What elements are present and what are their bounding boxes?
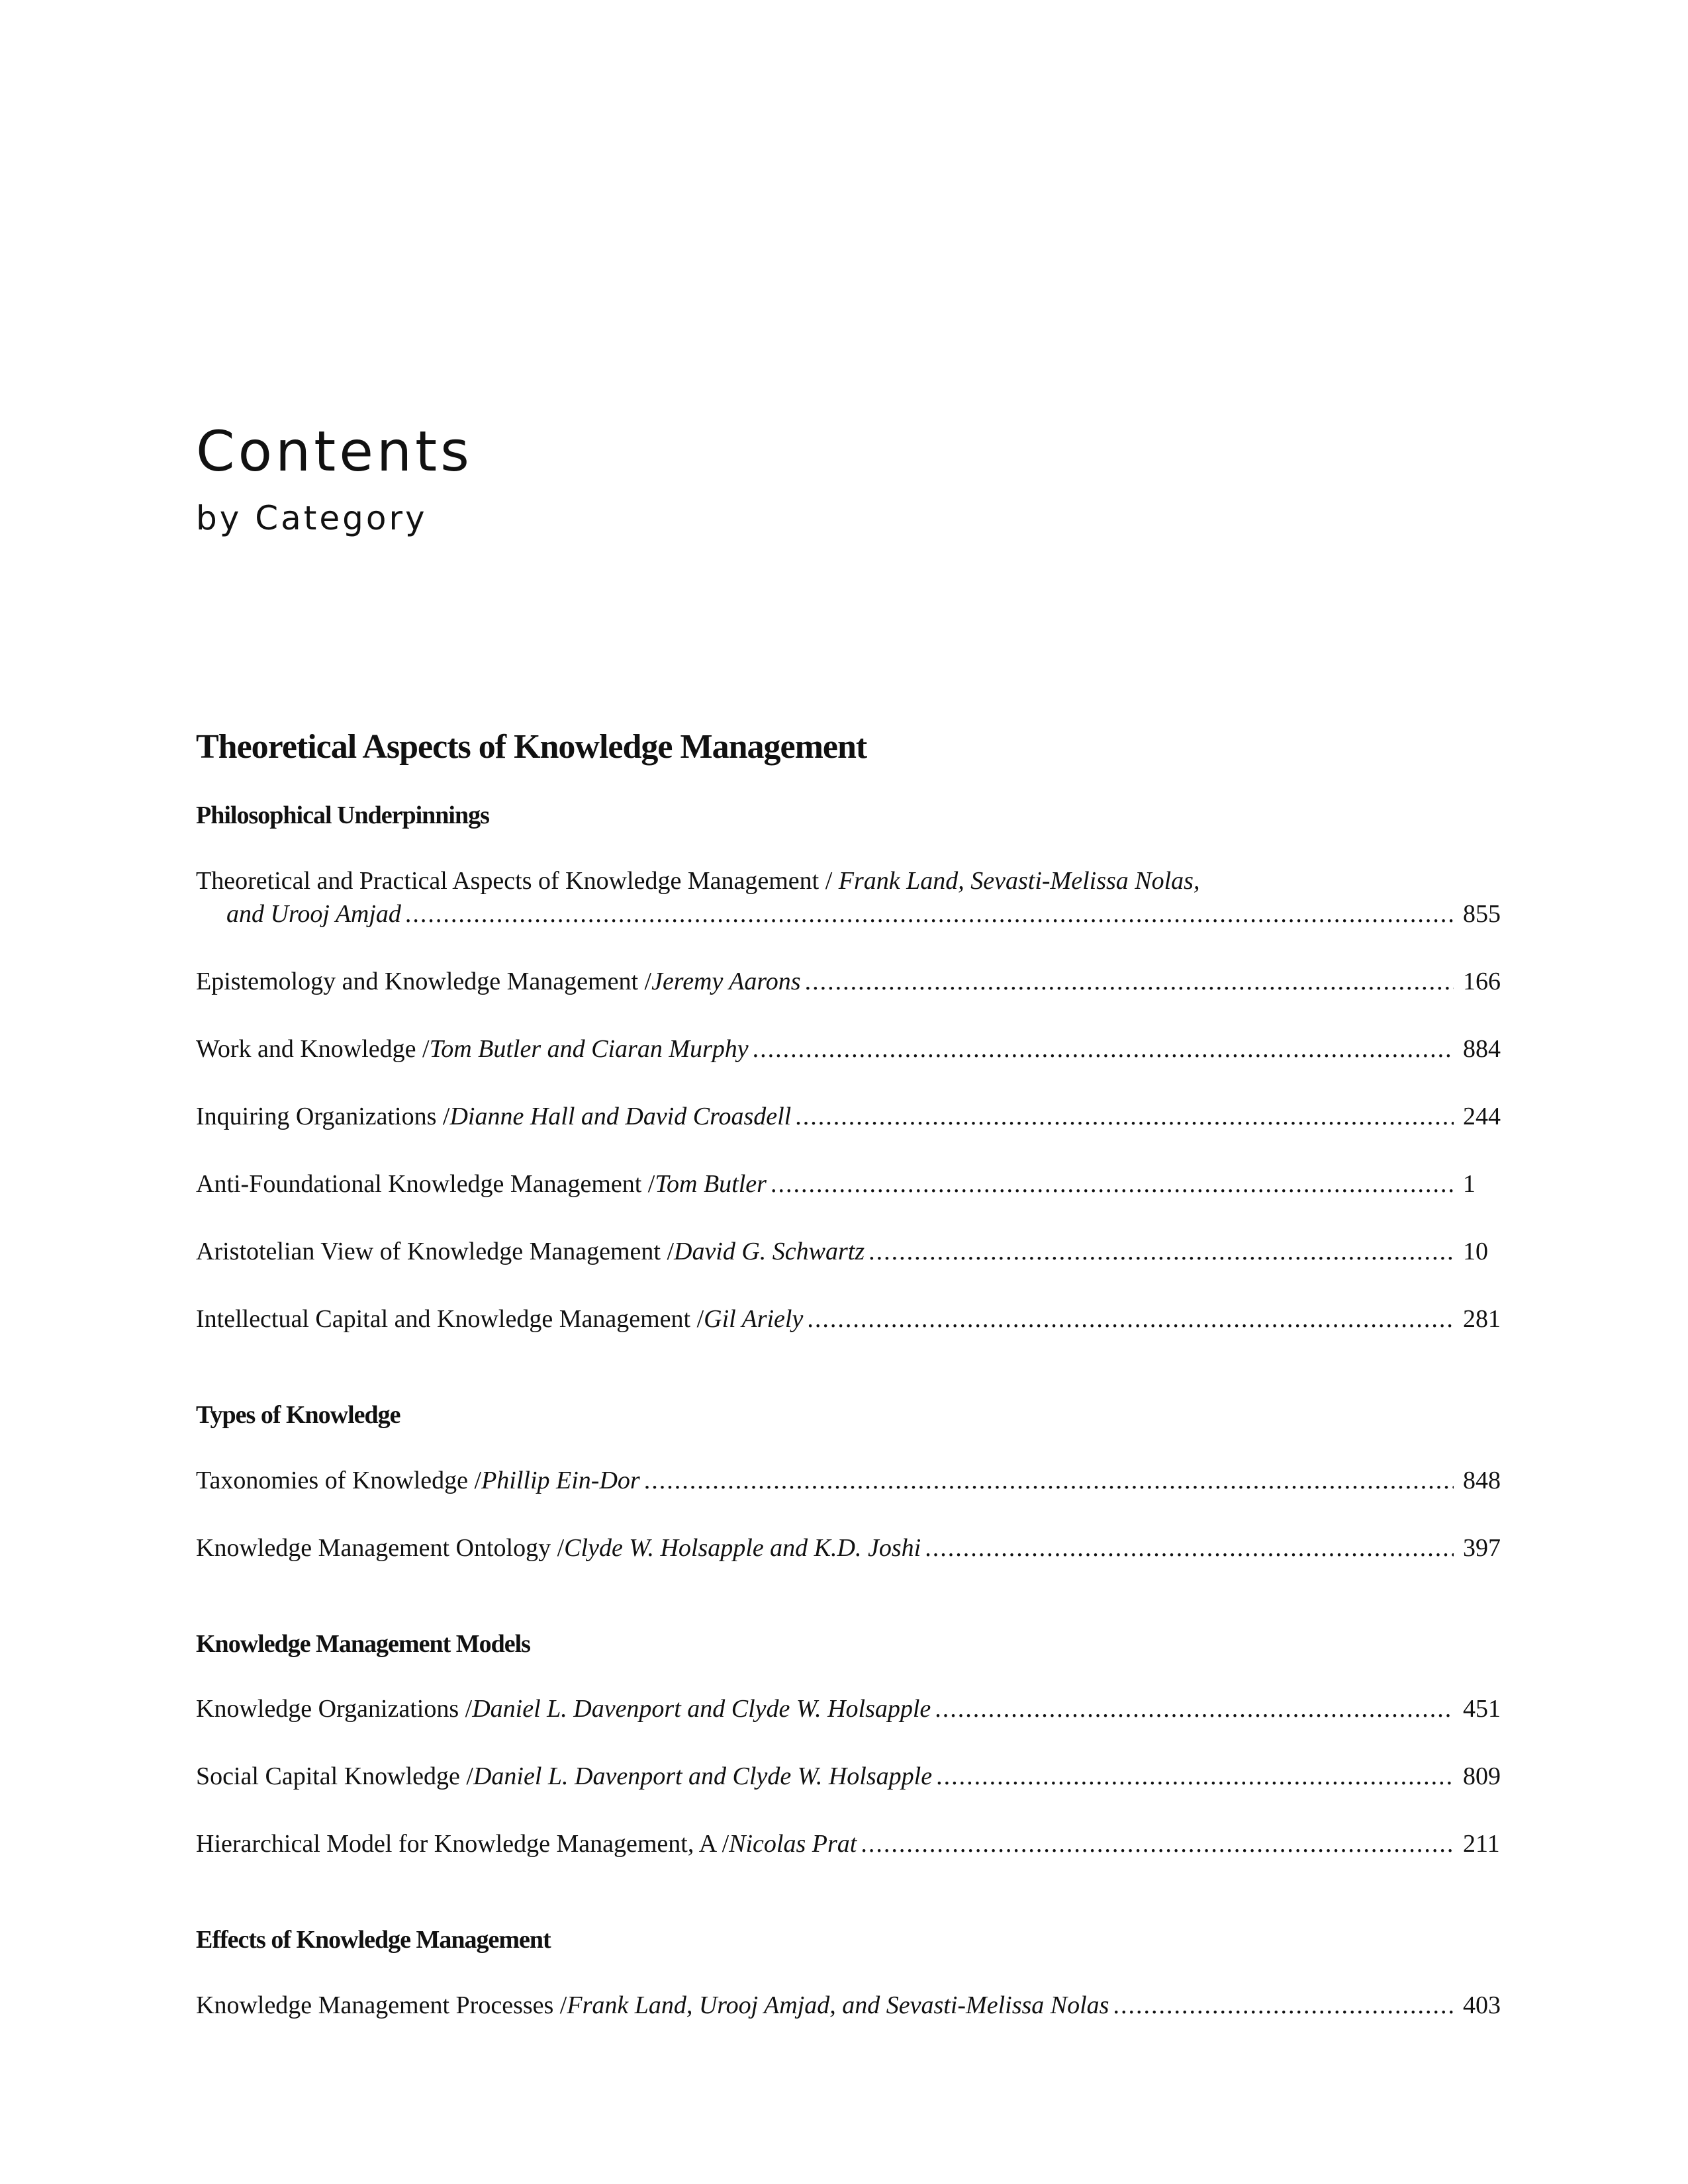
toc-entry[interactable] xyxy=(196,1167,1511,1201)
entry-page-number: 281 xyxy=(1463,1304,1501,1333)
toc-content xyxy=(196,727,1511,2022)
toc-entry[interactable] xyxy=(196,1989,1511,2022)
toc-entry[interactable] xyxy=(196,1531,1511,1565)
entry-title: Work and Knowledge / xyxy=(196,1034,430,1063)
entry-author: Frank Land, Sevasti-Melissa Nolas, xyxy=(838,866,1200,895)
group-heading: Philosophical Underpinnings xyxy=(196,801,489,830)
entry-author: Frank Land, Urooj Amjad, and Sevasti-Melissa Nolas xyxy=(567,1991,1109,2019)
entry-title: Aristotelian View of Knowledge Management / xyxy=(196,1237,674,1265)
entry-title: Anti-Foundational Knowledge Management / xyxy=(196,1169,655,1198)
entry-title: Theoretical and Practical Aspects of Knowledge Management / xyxy=(196,866,839,895)
leader-dots xyxy=(795,1100,1454,1133)
toc-group xyxy=(196,1925,1511,2022)
entry-author: Nicolas Prat xyxy=(729,1830,857,1858)
page-title: Contents xyxy=(196,419,473,484)
toc-entry[interactable] xyxy=(196,1302,1511,1336)
leader-dots xyxy=(807,1302,1454,1336)
leader-dots xyxy=(925,1531,1454,1565)
page-subtitle: by Category xyxy=(196,499,428,537)
entry-author: Phillip Ein-Dor xyxy=(481,1466,640,1494)
entry-page-number: 451 xyxy=(1463,1695,1501,1723)
leader-dots xyxy=(805,965,1454,998)
entry-page-number: 211 xyxy=(1463,1830,1500,1858)
leader-dots xyxy=(861,1827,1454,1860)
leader-dots xyxy=(771,1167,1454,1201)
entry-continuation xyxy=(196,897,1511,931)
toc-entry[interactable] xyxy=(196,864,1511,931)
toc-group xyxy=(196,801,1511,1336)
leader-dots xyxy=(1113,1989,1454,2022)
entry-title: Epistemology and Knowledge Management / xyxy=(196,967,652,995)
toc-entry[interactable] xyxy=(196,1692,1511,1725)
leader-dots xyxy=(644,1464,1454,1497)
toc-entry[interactable] xyxy=(196,1464,1511,1497)
entry-page-number: 884 xyxy=(1463,1034,1501,1063)
entry-page-number: 10 xyxy=(1463,1237,1488,1265)
toc-entry[interactable] xyxy=(196,1760,1511,1793)
entry-title: Hierarchical Model for Knowledge Management, A / xyxy=(196,1830,729,1858)
entry-page-number: 809 xyxy=(1463,1762,1501,1791)
entry-title: Knowledge Organizations / xyxy=(196,1695,473,1723)
entry-author: Daniel L. Davenport and Clyde W. Holsapple xyxy=(472,1695,931,1723)
section-heading: Theoretical Aspects of Knowledge Management xyxy=(196,728,867,766)
entry-page-number: 848 xyxy=(1463,1466,1501,1494)
entry-first-line xyxy=(196,864,1511,897)
leader-dots xyxy=(935,1692,1454,1725)
group-heading: Types of Knowledge xyxy=(196,1400,400,1429)
entry-author: Daniel L. Davenport and Clyde W. Holsapple xyxy=(473,1762,933,1791)
entry-author: Tom Butler and Ciaran Murphy xyxy=(429,1034,749,1063)
toc-entry[interactable] xyxy=(196,1100,1511,1133)
toc-group xyxy=(196,1400,1511,1565)
toc-entry[interactable] xyxy=(196,1827,1511,1860)
leader-dots xyxy=(753,1032,1454,1066)
toc-entry[interactable] xyxy=(196,1032,1511,1066)
entry-page-number: 1 xyxy=(1463,1169,1476,1198)
leader-dots xyxy=(868,1235,1454,1268)
entry-author: Jeremy Aarons xyxy=(651,967,801,995)
toc-entry[interactable] xyxy=(196,965,1511,998)
entry-author: David G. Schwartz xyxy=(674,1237,865,1265)
entry-page-number: 403 xyxy=(1463,1991,1501,2019)
entry-title: Social Capital Knowledge / xyxy=(196,1762,473,1791)
group-heading: Knowledge Management Models xyxy=(196,1629,530,1658)
leader-dots xyxy=(405,897,1454,931)
entry-page-number: 397 xyxy=(1463,1533,1501,1562)
entry-author: Clyde W. Holsapple and K.D. Joshi xyxy=(564,1533,921,1562)
leader-dots xyxy=(936,1760,1454,1793)
entry-page-number: 855 xyxy=(1463,899,1501,928)
entry-title: Knowledge Management Processes / xyxy=(196,1991,567,2019)
entry-page-number: 244 xyxy=(1463,1102,1501,1130)
entry-author: and Urooj Amjad xyxy=(226,899,401,928)
toc-entry[interactable] xyxy=(196,1235,1511,1268)
entry-title: Intellectual Capital and Knowledge Management / xyxy=(196,1304,704,1333)
entry-author: Gil Ariely xyxy=(704,1304,804,1333)
group-heading: Effects of Knowledge Management xyxy=(196,1926,551,1954)
entry-page-number: 166 xyxy=(1463,967,1501,995)
entry-title: Inquiring Organizations / xyxy=(196,1102,450,1130)
entry-title: Taxonomies of Knowledge / xyxy=(196,1466,482,1494)
entry-author: Tom Butler xyxy=(655,1169,767,1198)
toc-group xyxy=(196,1629,1511,1861)
entry-author: Dianne Hall and David Croasdell xyxy=(449,1102,792,1130)
entry-title: Knowledge Management Ontology / xyxy=(196,1533,565,1562)
